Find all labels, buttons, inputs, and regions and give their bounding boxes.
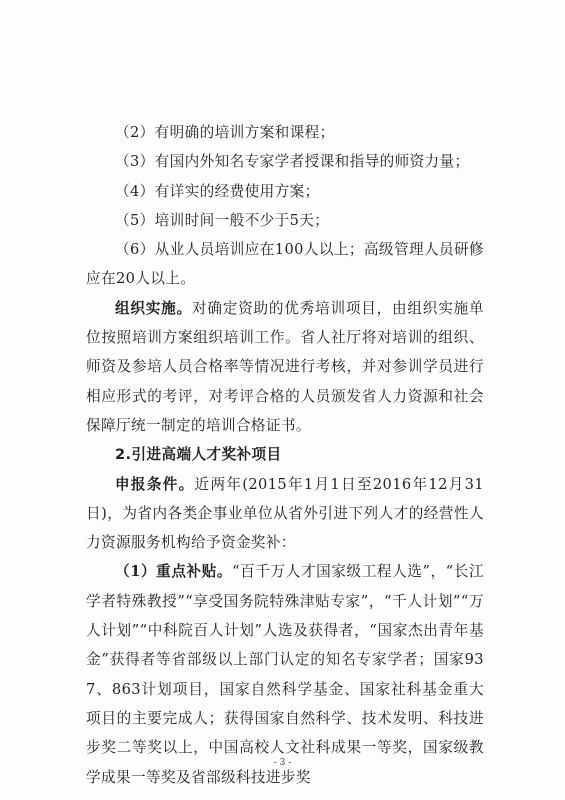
- organization-paragraph: [86, 294, 484, 440]
- list-item-2: （2）有明确的培训方案和课程；: [115, 124, 335, 141]
- key-subsidy-text: “百千万人才国家级工程人选”，“长江学者特殊教授”“享受国务院特殊津贴专家”，“千人计划”“万人计划”“中科院百人计划”人选及获得者，“国家杰出青年基金”获得者等省部级以上部门认定的知名专家学者；国家937、863计划项目，国家自然科学基金、国家社科基金重大项目的主要完成人；获得国家自然科学、技术发明、科技进步奖二等奖以上，中国高校人文社科成果一等奖，国家级教学成果一等奖及省部级科技进步奖: [86, 563, 484, 786]
- document-body: [86, 118, 484, 792]
- list-item-3: （3）有国内外知名专家学者授课和指导的师资力量；: [115, 153, 470, 171]
- organization-label: 组织实施。: [115, 299, 192, 317]
- organization-text: 对确定资助的优秀培训项目，由组织实施单位按照培训方案组织培训工作。省人社厅将对培训的组织、师资及参培人员合格率等情况进行考核，并对参训学员进行相应形式的考评，对考评合格的人员颁发省人力资源和社会保障厅统一制定的培训合格证书。: [86, 299, 484, 434]
- page-number: - 3 -: [273, 758, 292, 768]
- application-label: 申报条件。: [115, 475, 195, 493]
- list-item-6: （6）从业人员培训应在100人以上；高级管理人员研修应在20人以上。: [86, 241, 484, 288]
- list-item-4: （4）有详实的经费使用方案；: [115, 182, 320, 200]
- key-subsidy-label: （1）重点补贴。: [115, 563, 233, 581]
- application-paragraph: [86, 470, 484, 558]
- list-item-5: （5）培训时间一般不少于5天；: [115, 211, 330, 229]
- key-subsidy-paragraph: [86, 557, 484, 791]
- application-text: 近两年(2015年1月1日至2016年12月31日)，为省内各类企事业单位从省外引进下列人才的经营性人力资源服务机构给予资金奖补：: [86, 475, 484, 552]
- section-2-title: 2.引进高端人才奖补项目: [115, 446, 282, 464]
